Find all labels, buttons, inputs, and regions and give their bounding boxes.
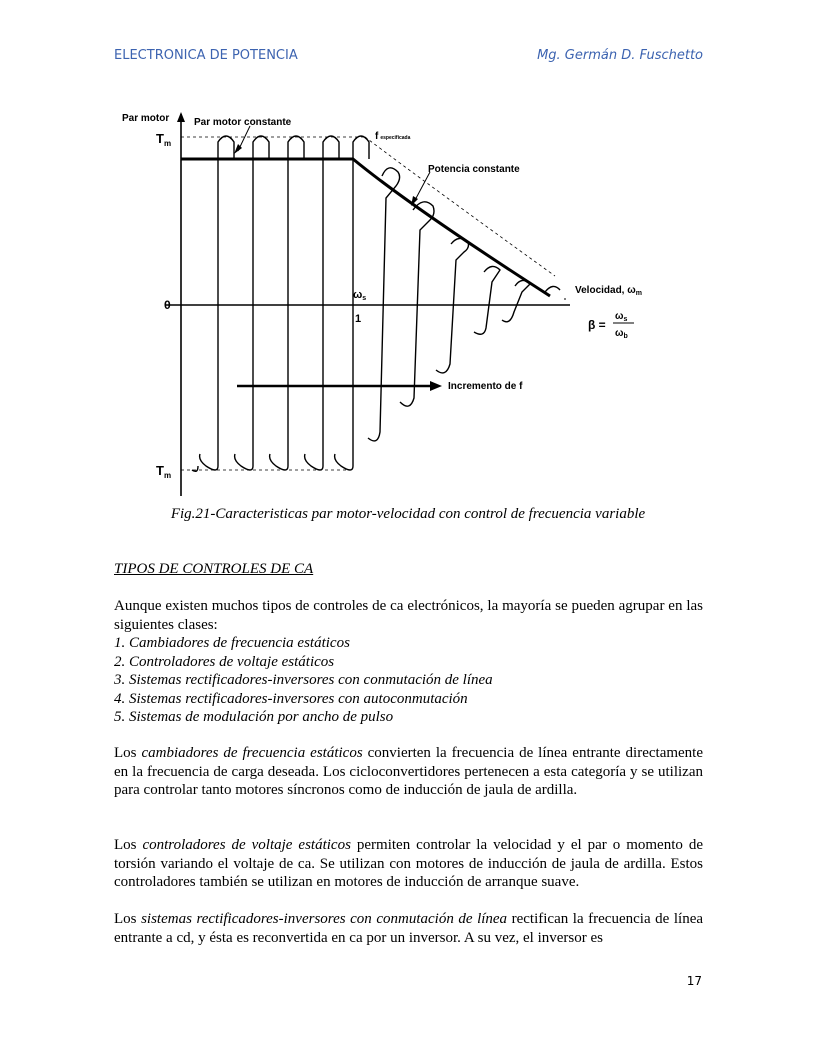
velocidad-label: Velocidad, ω <box>575 285 636 296</box>
list-item: 2. Controladores de voltaje estáticos <box>114 653 335 670</box>
list-item: 1. Cambiadores de frecuencia estáticos <box>114 635 350 651</box>
page-number: 17 <box>686 974 702 988</box>
omega-s-label: ω <box>353 289 363 301</box>
figure-caption: Fig.21-Caracteristicas par motor-velocidad con control de frecuencia variable <box>170 506 646 522</box>
y-axis-arrow <box>177 112 185 122</box>
svg-text:ωb: $\omega_b$ <box>615 328 628 340</box>
svg-text:Tm: $T_m$ <box>156 131 172 148</box>
envelope-curve <box>181 159 550 296</box>
svg-text:ωs: $\omega_s$ <box>615 311 628 323</box>
svg-text:Tm: $T_m$ <box>156 463 172 480</box>
control-types-list <box>114 634 703 727</box>
beta-label: β = <box>588 318 606 332</box>
list-item: 3. Sistemas rectificadores-inversores con conmutación de línea <box>114 672 493 688</box>
incremento-label: Incremento de f <box>448 381 523 392</box>
svg-text:ωs: ωs <box>353 289 367 302</box>
header-author: Mg. Germán D. Fuschetto <box>537 48 703 63</box>
section-title: TIPOS DE CONTROLES DE CA <box>114 561 314 577</box>
page-header <box>114 48 703 68</box>
torque-curves-family <box>192 136 560 471</box>
list-item: 5. Sistemas de modulación por ancho de pulso <box>114 709 394 725</box>
y-axis-label: Par motor <box>122 113 170 124</box>
list-item: 4. Sistemas rectificadores-inversores con autoconmutación <box>114 690 468 707</box>
svg-text:Velocidad, ωm: Velocidad, $\omega_m$ <box>575 285 642 297</box>
intro-paragraph: Aunque existen muchos tipos de controles de ca electrónicos, la mayoría se pueden agrupar en las siguientes clases: <box>114 598 703 633</box>
header-title: ELECTRONICA DE POTENCIA <box>114 48 298 63</box>
paragraph-cambiadores: Los cambiadores de frecuencia estáticos convierten la frecuencia de línea entrante directamente en la frecuencia de carga deseada. Los cicloconvertidores pertenecen a esta categoría y se utilizan para controlar tanto motores síncronos como de inducción de jaula de ardilla. <box>114 745 704 798</box>
f-especificada-label: f <box>375 131 379 142</box>
zero-label: 0 <box>164 298 171 312</box>
tm-bottom-label: T <box>156 463 164 478</box>
potencia-constante-label: Potencia constante <box>428 164 520 175</box>
paragraph-sistemas: Los sistemas rectificadores-inversores con conmutación de línea rectifican la frecuencia de línea entrante a cd, y ésta es reconvertida en ca por un inversor. A su vez, el inversor es <box>114 911 704 946</box>
one-label: 1 <box>355 313 362 325</box>
torque-speed-figure <box>110 106 670 502</box>
tm-top-label: T <box>156 131 164 146</box>
par-constante-label: Par motor constante <box>194 117 292 128</box>
svg-text:fespecificada: fespecificada <box>375 131 411 142</box>
paragraph-controladores: Los controladores de voltaje estáticos permiten controlar la velocidad y el par o momento de torsión variando el voltaje de ca. Se utilizan con motores de inducción de jaula de ardilla. Estos controladores también se utilizan en motores de inducción de arranque suave. <box>114 837 704 890</box>
